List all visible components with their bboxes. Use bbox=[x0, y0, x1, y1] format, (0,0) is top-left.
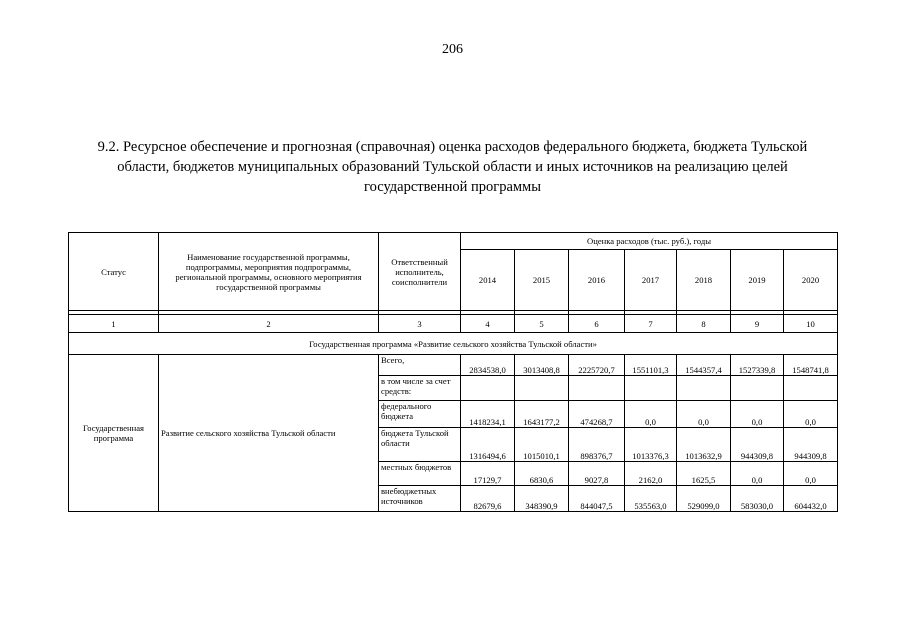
funding-source: внебюджетных источников bbox=[379, 486, 461, 512]
header-status: Статус bbox=[69, 233, 159, 311]
value-cell bbox=[731, 376, 784, 401]
value-cell: 2162,0 bbox=[625, 462, 677, 486]
value-cell: 1548741,8 bbox=[784, 355, 838, 376]
header-name: Наименование государственной программы, подпрограммы, мероприятия подпрограммы, региональной программы, основного мероприятия государственной программы bbox=[159, 233, 379, 311]
value-cell: 1013376,3 bbox=[625, 428, 677, 462]
status-cell: Государственная программа bbox=[69, 355, 159, 512]
value-cell: 844047,5 bbox=[569, 486, 625, 512]
value-cell bbox=[515, 376, 569, 401]
value-cell: 0,0 bbox=[784, 401, 838, 428]
value-cell: 17129,7 bbox=[461, 462, 515, 486]
value-cell: 583030,0 bbox=[731, 486, 784, 512]
value-cell: 1643177,2 bbox=[515, 401, 569, 428]
column-number: 3 bbox=[379, 315, 461, 333]
value-cell bbox=[569, 376, 625, 401]
column-number: 2 bbox=[159, 315, 379, 333]
funding-source: федерального бюджета bbox=[379, 401, 461, 428]
header-year: 2016 bbox=[569, 250, 625, 311]
value-cell: 604432,0 bbox=[784, 486, 838, 512]
page-number: 206 bbox=[442, 42, 463, 57]
funding-source: Всего, bbox=[379, 355, 461, 376]
heading-line: области, бюджетов муниципальных образований Тульской области и иных источников на реализацию целей bbox=[117, 159, 788, 175]
value-cell: 9027,8 bbox=[569, 462, 625, 486]
value-cell: 1527339,8 bbox=[731, 355, 784, 376]
value-cell: 6830,6 bbox=[515, 462, 569, 486]
value-cell bbox=[784, 376, 838, 401]
column-number: 9 bbox=[731, 315, 784, 333]
value-cell: 2834538,0 bbox=[461, 355, 515, 376]
value-cell: 2225720,7 bbox=[569, 355, 625, 376]
funding-source: местных бюджетов bbox=[379, 462, 461, 486]
table-heading bbox=[70, 137, 835, 197]
value-cell: 529099,0 bbox=[677, 486, 731, 512]
heading-line: государственной программы bbox=[364, 179, 541, 195]
value-cell bbox=[461, 376, 515, 401]
budget-table bbox=[68, 232, 838, 512]
value-cell: 1013632,9 bbox=[677, 428, 731, 462]
header-estimate: Оценка расходов (тыс. руб.), годы bbox=[461, 233, 838, 250]
column-number: 8 bbox=[677, 315, 731, 333]
value-cell: 1625,5 bbox=[677, 462, 731, 486]
value-cell: 3013408,8 bbox=[515, 355, 569, 376]
value-cell: 1551101,3 bbox=[625, 355, 677, 376]
value-cell: 535563,0 bbox=[625, 486, 677, 512]
header-year: 2020 bbox=[784, 250, 838, 311]
value-cell: 1544357,4 bbox=[677, 355, 731, 376]
header-year: 2017 bbox=[625, 250, 677, 311]
value-cell: 1418234,1 bbox=[461, 401, 515, 428]
value-cell: 474268,7 bbox=[569, 401, 625, 428]
header-executor: Ответственный исполнитель, соисполнители bbox=[379, 233, 461, 311]
value-cell: 0,0 bbox=[677, 401, 731, 428]
column-number: 6 bbox=[569, 315, 625, 333]
header-year: 2018 bbox=[677, 250, 731, 311]
value-cell bbox=[677, 376, 731, 401]
section-title: Государственная программа «Развитие сельского хозяйства Тульской области» bbox=[69, 333, 838, 355]
value-cell: 0,0 bbox=[625, 401, 677, 428]
value-cell: 0,0 bbox=[731, 401, 784, 428]
value-cell: 0,0 bbox=[731, 462, 784, 486]
value-cell bbox=[625, 376, 677, 401]
funding-source: бюджета Тульской области bbox=[379, 428, 461, 462]
column-number: 1 bbox=[69, 315, 159, 333]
heading-line: 9.2. Ресурсное обеспечение и прогнозная (справочная) оценка расходов федерального бюджета, бюджета Тульской bbox=[97, 139, 808, 155]
value-cell: 944309,8 bbox=[731, 428, 784, 462]
header-year: 2014 bbox=[461, 250, 515, 311]
column-number: 10 bbox=[784, 315, 838, 333]
value-cell: 348390,9 bbox=[515, 486, 569, 512]
funding-source: в том числе за счет средств: bbox=[379, 376, 461, 401]
program-name-cell: Развитие сельского хозяйства Тульской области bbox=[159, 355, 379, 512]
value-cell: 0,0 bbox=[784, 462, 838, 486]
column-number: 4 bbox=[461, 315, 515, 333]
value-cell: 82679,6 bbox=[461, 486, 515, 512]
header-year: 2019 bbox=[731, 250, 784, 311]
column-number: 5 bbox=[515, 315, 569, 333]
value-cell: 944309,8 bbox=[784, 428, 838, 462]
header-year: 2015 bbox=[515, 250, 569, 311]
value-cell: 1316494,6 bbox=[461, 428, 515, 462]
column-number: 7 bbox=[625, 315, 677, 333]
value-cell: 898376,7 bbox=[569, 428, 625, 462]
value-cell: 1015010,1 bbox=[515, 428, 569, 462]
